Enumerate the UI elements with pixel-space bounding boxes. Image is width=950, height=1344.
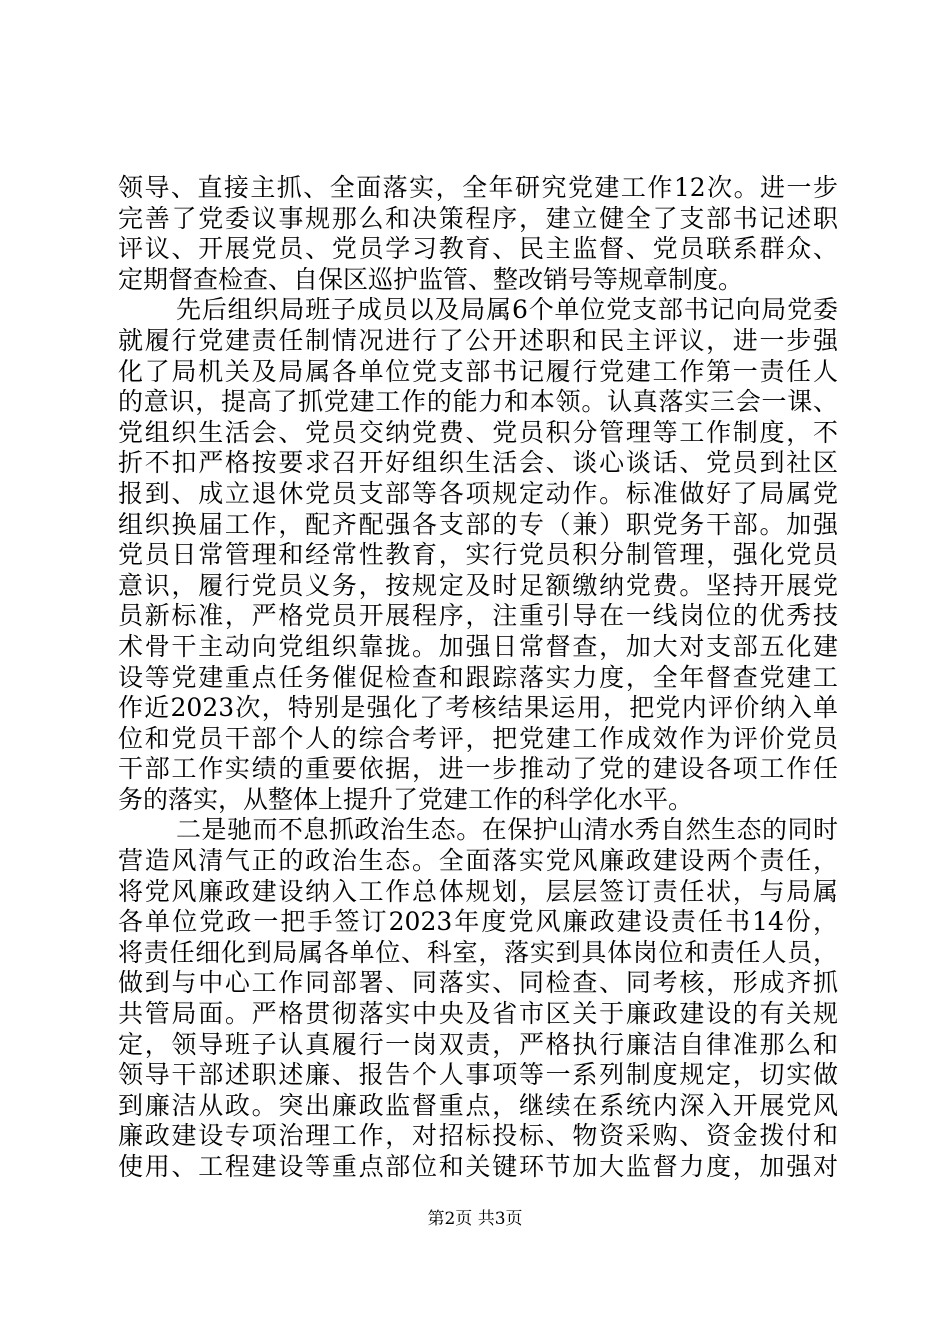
text-line: 作近2023次，特别是强化了考核结果运用，把党内评价纳入单	[118, 693, 838, 723]
text-line: 做到与中心工作同部署、同落实、同检查、同考核，形成齐抓	[118, 968, 838, 998]
text-line: 共管局面。严格贯彻落实中央及省市区关于廉政建设的有关规	[118, 999, 838, 1029]
text-line: 化了局机关及局属各单位党支部书记履行党建工作第一责任人	[118, 356, 838, 386]
text-line: 营造风清气正的政治生态。全面落实党风廉政建设两个责任，	[118, 846, 838, 876]
text-line: 位和党员干部个人的综合考评，把党建工作成效作为评价党员	[118, 723, 838, 753]
text-line: 使用、工程建设等重点部位和关键环节加大监督力度，加强对	[118, 1152, 838, 1181]
text-line: 党员日常管理和经常性教育，实行党员积分制管理，强化党员	[118, 540, 838, 570]
text-line: 定期督查检查、自保区巡护监管、整改销号等规章制度。	[118, 264, 744, 294]
text-line: 党组织生活会、党员交纳党费、党员积分管理等工作制度，不	[118, 417, 838, 447]
text-line: 折不扣严格按要求召开好组织生活会、谈心谈话、党员到社区	[118, 448, 838, 478]
text-line: 评议、开展党员、党员学习教育、民主监督、党员联系群众、	[118, 234, 838, 264]
text-line: 完善了党委议事规那么和决策程序，建立健全了支部书记述职	[118, 203, 838, 233]
page-number: 第2页 共3页	[427, 1209, 523, 1229]
text-line: 廉政建设专项治理工作，对招标投标、物资采购、资金拨付和	[118, 1121, 838, 1151]
text-line: 员新标准，严格党员开展程序，注重引导在一线岗位的优秀技	[118, 601, 838, 631]
text-line: 将责任细化到局属各单位、科室，落实到具体岗位和责任人员，	[118, 937, 838, 967]
text-line: 就履行党建责任制情况进行了公开述职和民主评议，进一步强	[118, 325, 838, 355]
text-line: 干部工作实绩的重要依据，进一步推动了党的建设各项工作任	[118, 754, 838, 784]
text-line: 意识，履行党员义务，按规定及时足额缴纳党费。坚持开展党	[118, 570, 838, 600]
text-line: 将党风廉政建设纳入工作总体规划，层层签订责任状，与局属	[118, 876, 838, 906]
document-body	[118, 173, 838, 1183]
paragraph-2	[118, 295, 838, 815]
text-line: 到廉洁从政。突出廉政监督重点，继续在系统内深入开展党风	[118, 1090, 838, 1120]
paragraph-3	[118, 815, 838, 1182]
text-line: 领导、直接主抓、全面落实，全年研究党建工作12次。进一步	[118, 173, 838, 202]
text-line: 术骨干主动向党组织靠拢。加强日常督查，加大对支部五化建	[118, 631, 838, 661]
text-line: 设等党建重点任务催促检查和跟踪落实力度，全年督查党建工	[118, 662, 838, 692]
text-line: 先后组织局班子成员以及局属6个单位党支部书记向局党委	[176, 295, 838, 325]
text-line: 二是驰而不息抓政治生态。在保护山清水秀自然生态的同时	[176, 815, 838, 845]
text-line: 组织换届工作，配齐配强各支部的专（兼）职党务干部。加强	[118, 509, 838, 539]
text-line: 领导干部述职述廉、报告个人事项等一系列制度规定，切实做	[118, 1060, 838, 1090]
text-line: 务的落实，从整体上提升了党建工作的科学化水平。	[118, 784, 694, 814]
text-line: 定，领导班子认真履行一岗双责，严格执行廉洁自律准那么和	[118, 1029, 838, 1059]
paragraph-1	[118, 173, 838, 295]
page-footer	[0, 1208, 950, 1230]
text-line: 各单位党政一把手签订2023年度党风廉政建设责任书14份，	[118, 907, 838, 937]
text-line: 报到、成立退休党员支部等各项规定动作。标准做好了局属党	[118, 478, 838, 508]
text-line: 的意识，提高了抓党建工作的能力和本领。认真落实三会一课、	[118, 387, 838, 417]
